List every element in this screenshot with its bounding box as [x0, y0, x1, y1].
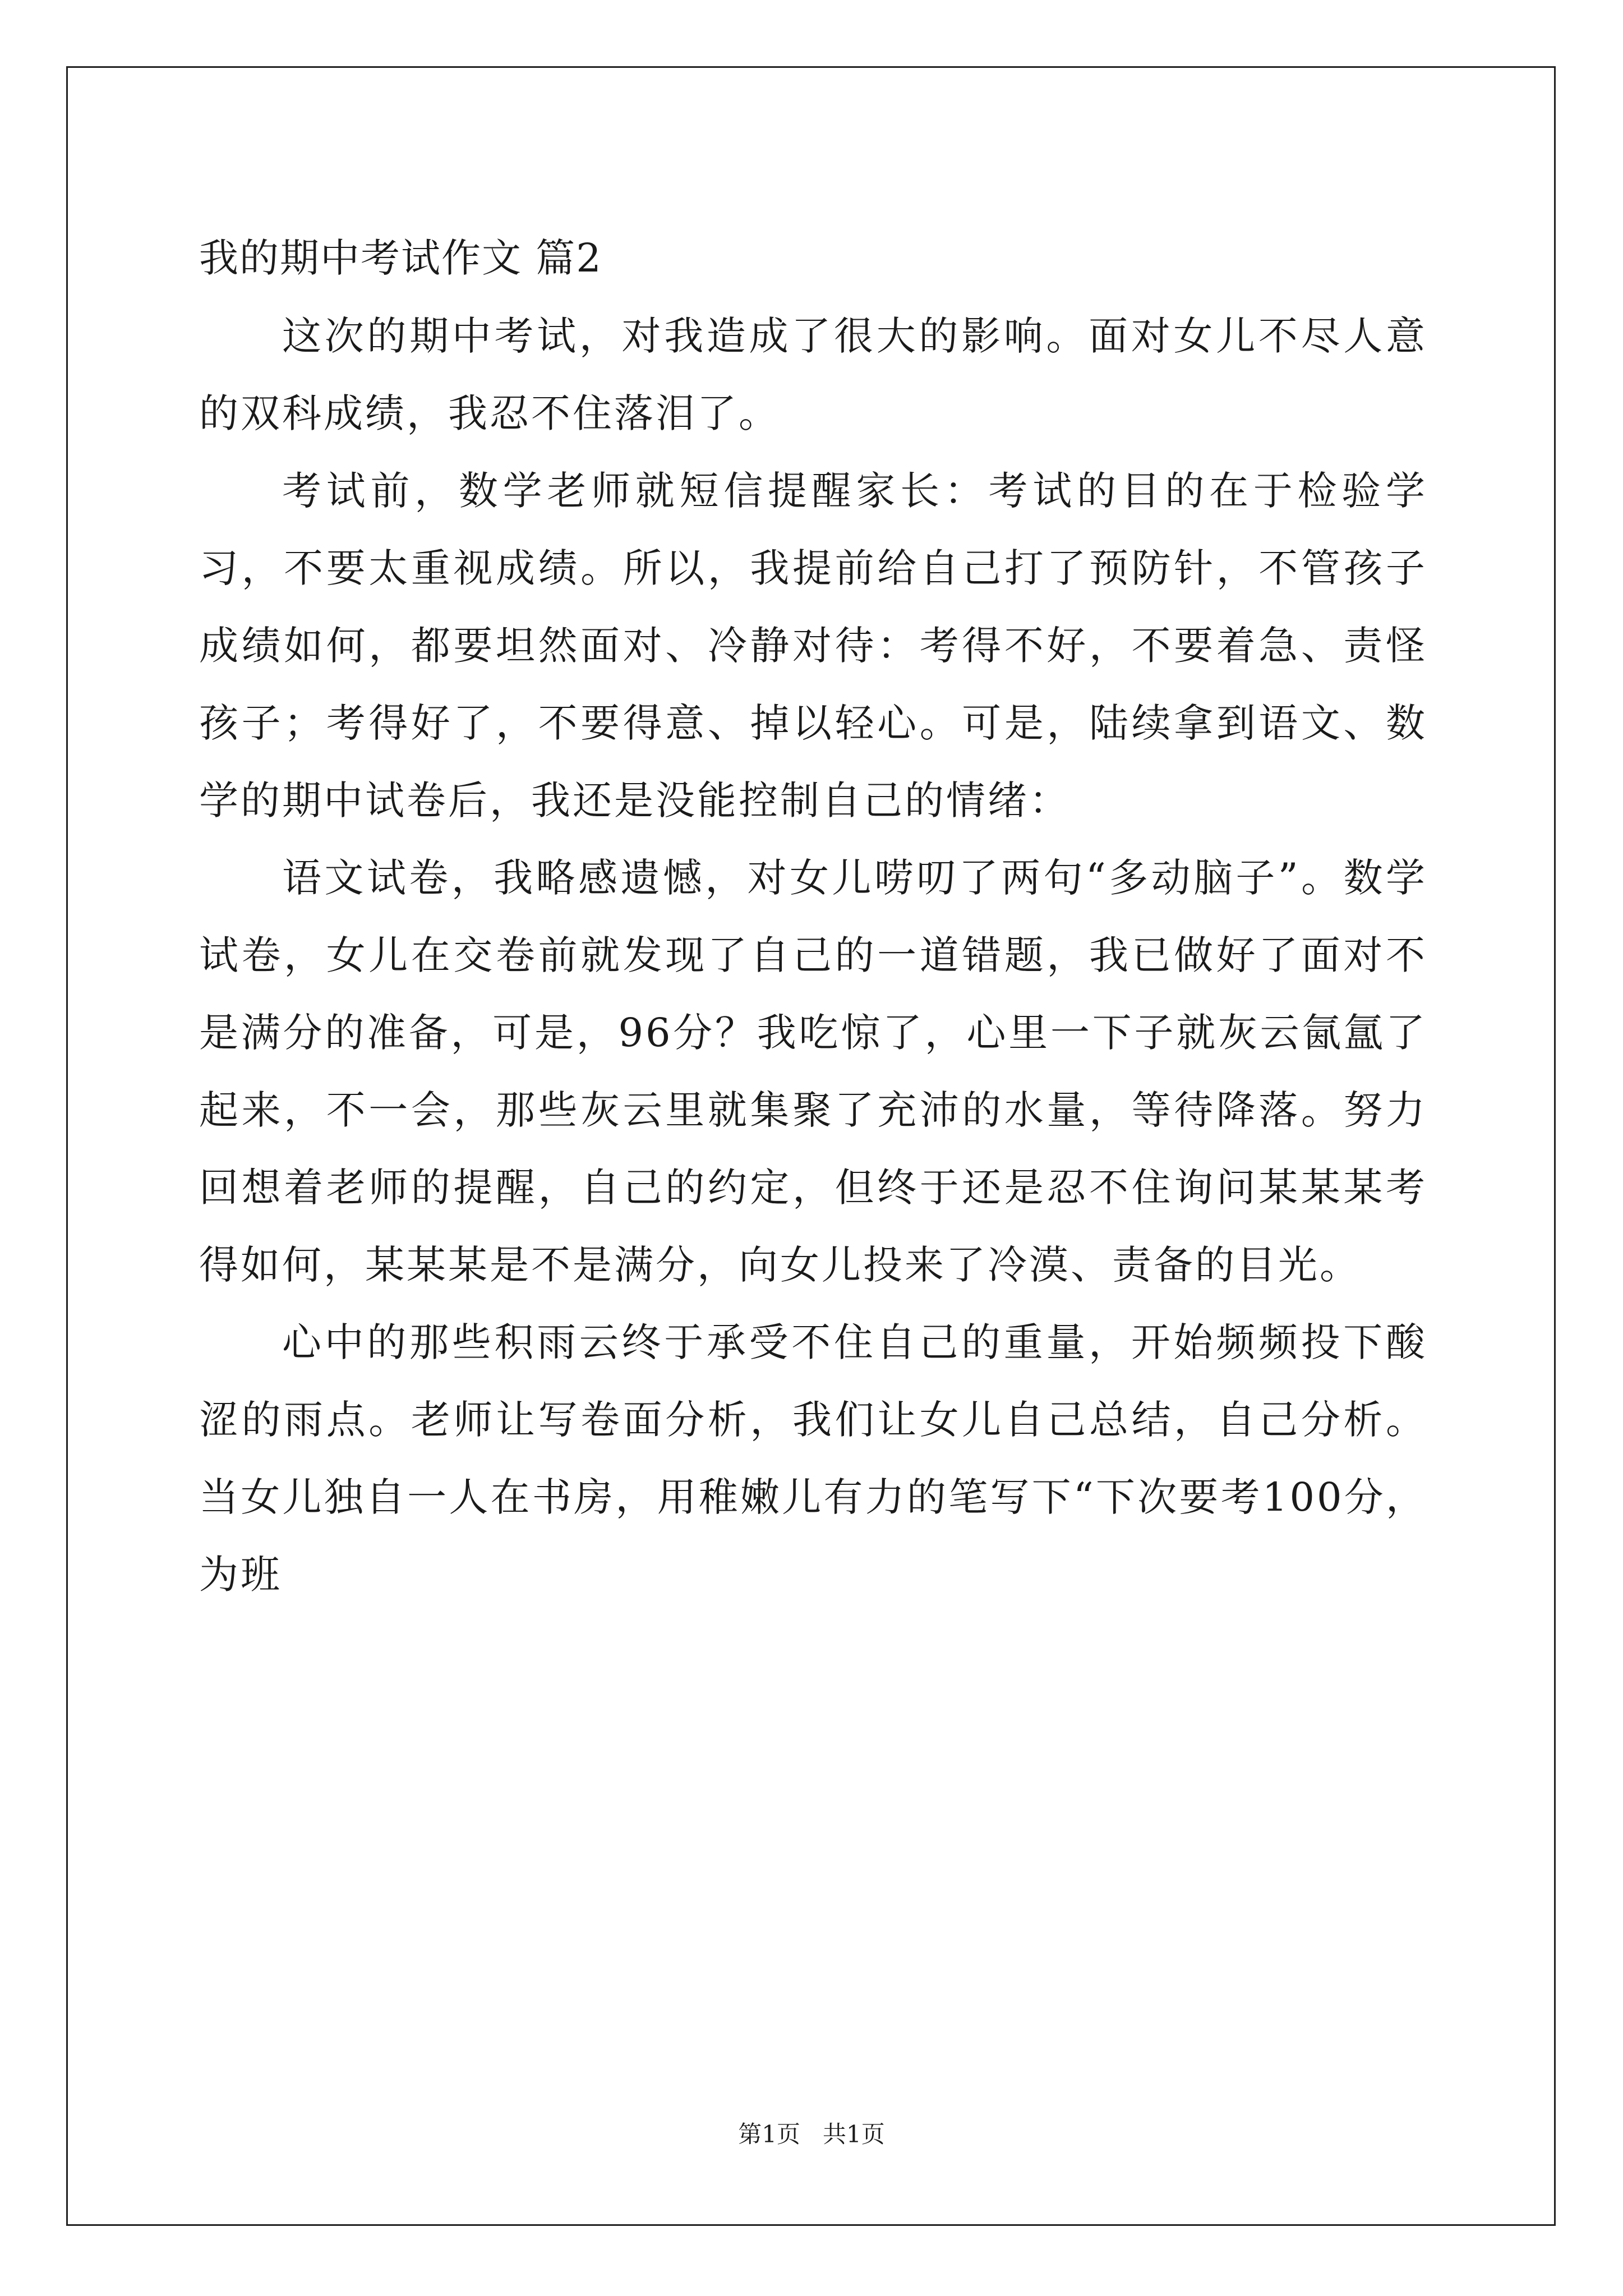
document-body	[199, 219, 1427, 1613]
paragraph-4: 心中的那些积雨云终于承受不住自己的重量，开始频频投下酸涩的雨点。老师让写卷面分析，我们让女儿自己总结，自己分析。当女儿独自一人在书房，用稚嫩儿有力的笔写下“下次要考100分，为班	[199, 1319, 1427, 1598]
document-title: 我的期中考试作文 篇2	[199, 235, 602, 281]
paragraph-3: 语文试卷，我略感遗憾，对女儿唠叨了两句“多动脑子”。数学试卷，女儿在交卷前就发现了自己的一道错题，我已做好了面对不是满分的准备，可是，96分？我吃惊了，心里一下子就灰云氤氲了起来，不一会，那些灰云里就集聚了充沛的水量，等待降落。努力回想着老师的提醒，自己的约定，但终于还是忍不住询问某某某考得如何，某某某是不是满分，向女儿投来了冷漠、责备的目光。	[199, 855, 1427, 1288]
page-footer: 第1页 共1页	[738, 2120, 885, 2148]
paragraph-2: 考试前，数学老师就短信提醒家长：考试的目的在于检验学习，不要太重视成绩。所以，我提前给自己打了预防针，不管孩子成绩如何，都要坦然面对、冷静对待：考得不好，不要着急、责怪孩子；考得好了，不要得意、掉以轻心。可是，陆续拿到语文、数学的期中试卷后，我还是没能控制自己的情绪：	[199, 468, 1427, 823]
paragraph-1: 这次的期中考试，对我造成了很大的影响。面对女儿不尽人意的双科成绩，我忍不住落泪了。	[199, 313, 1427, 436]
